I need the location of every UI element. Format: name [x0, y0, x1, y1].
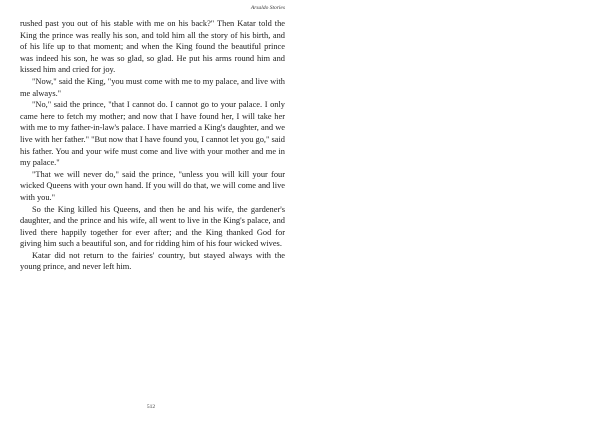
- paragraph-6: Katar did not return to the fairies' country, but stayed always with the young prince, and never left him.: [20, 250, 285, 272]
- running-header: Arsaldo Stories: [250, 5, 285, 11]
- paragraph-3: "No," said the prince, "that I cannot do. I cannot go to your palace. I only came here to fetch my mother; and now that I have found her, I will take her with me to my father-in-law's palace. I have married a King's daughter, and we live with her father." "But now that I have found you, I cannot let you go," said his father. You and your wife must come and live with your mother and me in my palace.": [20, 100, 285, 168]
- page-number: 512: [146, 404, 156, 410]
- paragraph-5: So the King killed his Queens, and then he and his wife, the gardener's daughter, and the prince and his wife, all went to live in the King's palace, and lived there happily together for ever after; and the King thanked God for giving him such a beautiful son, and for ridding him of his four wicked wives.: [20, 204, 285, 249]
- paragraph-1: rushed past you out of his stable with me on his back?" Then Katar told the King the prince was really his son, and told him all the story of his birth, and of his life up to that moment; and when the King found the beautiful prince was indeed his son, he was so glad, so glad. He put his arms round him and kissed him and cried for joy.: [20, 19, 285, 75]
- paragraph-2: "Now," said the King, "you must come with me to my palace, and live with me always.": [20, 76, 285, 98]
- body-text: [20, 18, 285, 273]
- paragraph-4: "That we will never do," said the prince, "unless you will kill your four wicked Queens with your own hand. If you will do that, we will come and live with you.": [20, 169, 285, 202]
